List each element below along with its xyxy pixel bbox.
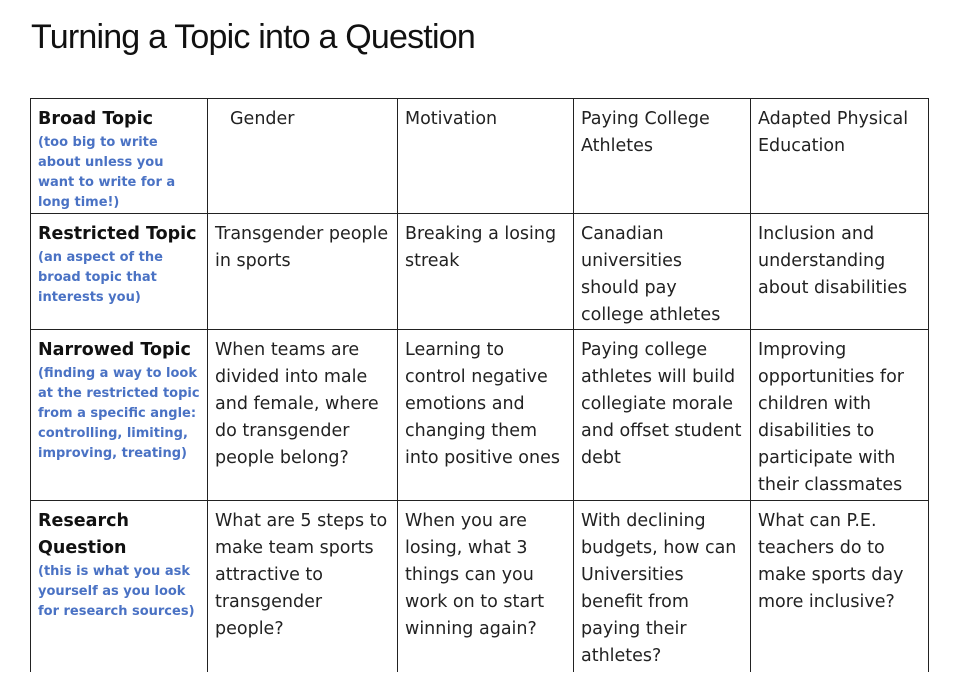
table-row-narrowed-topic <box>31 330 929 501</box>
page-title: Turning a Topic into a Question <box>31 18 475 56</box>
row-title: Narrowed Topic <box>38 340 191 360</box>
table-cell <box>751 330 929 501</box>
table-row-restricted-topic <box>31 214 929 330</box>
cell-text: Adapted Physical Education <box>758 109 909 156</box>
row-header-cell <box>31 501 208 672</box>
cell-text: Motivation <box>405 109 498 129</box>
cell-text: Gender <box>230 109 295 129</box>
row-title: Restricted Topic <box>38 224 197 244</box>
table-row-research-question <box>31 501 929 672</box>
table-cell <box>398 501 574 672</box>
cell-text: Paying College Athletes <box>581 109 710 156</box>
cell-text: Learning to control negative emotions and changing them into positive ones <box>405 340 560 468</box>
row-title: Broad Topic <box>38 109 153 129</box>
table-cell <box>574 330 751 501</box>
row-title: Research Question <box>38 511 129 558</box>
cell-text: When teams are divided into male and female, where do transgender people belong? <box>215 340 379 468</box>
table-cell <box>208 99 398 214</box>
row-note: (this is what you ask yourself as you look for research sources) <box>38 564 195 619</box>
row-header-cell <box>31 214 208 330</box>
table-cell <box>751 99 929 214</box>
cell-text: Inclusion and understanding about disabilities <box>758 224 908 298</box>
row-header-cell <box>31 330 208 501</box>
table-cell <box>208 214 398 330</box>
table-cell <box>751 501 929 672</box>
row-note: (an aspect of the broad topic that interests you) <box>38 250 163 305</box>
cell-text: With declining budgets, how can Universities benefit from paying their athletes? <box>581 511 737 666</box>
row-header-cell <box>31 99 208 214</box>
table-row-broad-topic <box>31 99 929 214</box>
table-cell <box>398 214 574 330</box>
table-cell <box>398 99 574 214</box>
cell-text: Breaking a losing streak <box>405 224 557 271</box>
cell-text: What can P.E. teachers do to make sports day more inclusive? <box>758 511 904 612</box>
table-cell <box>208 501 398 672</box>
cell-text: Canadian universities should pay college athletes <box>581 224 721 325</box>
table-cell <box>574 501 751 672</box>
row-note: (finding a way to look at the restricted topic from a specific angle: controlling, limiting, improving, treating) <box>38 366 200 461</box>
cell-text: Improving opportunities for children with disabilities to participate with their classmates <box>758 340 904 495</box>
row-note: (too big to write about unless you want to write for a long time!) <box>38 135 176 210</box>
topic-question-table <box>30 98 929 672</box>
table-cell <box>208 330 398 501</box>
cell-text: Transgender people in sports <box>215 224 389 271</box>
cell-text: Paying college athletes will build collegiate morale and offset student debt <box>581 340 742 468</box>
cell-text: What are 5 steps to make team sports attractive to transgender people? <box>215 511 388 639</box>
table-cell <box>574 214 751 330</box>
table-cell <box>574 99 751 214</box>
cell-text: When you are losing, what 3 things can you work on to start winning again? <box>405 511 545 639</box>
table-cell <box>751 214 929 330</box>
table-cell <box>398 330 574 501</box>
